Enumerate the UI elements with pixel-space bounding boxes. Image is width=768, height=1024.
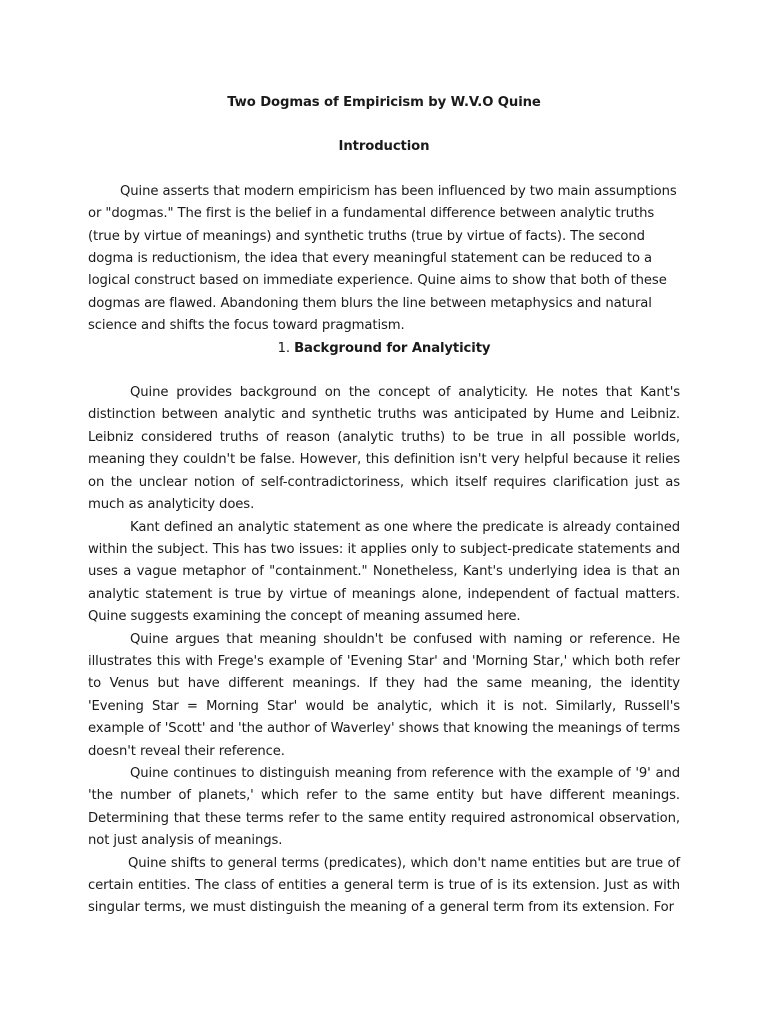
paragraph-meaning-reference: Quine argues that meaning shouldn't be confused with naming or reference. He illustrates this with Frege's example of 'Evening Star' and 'Morning Star,' which both refer to Venus but have different meanings. If they had the same meaning, the identity 'Evening Star = Morning Star' would be analytic, which it is not. Similarly, Russell's example of 'Scott' and 'the author of Waverley' shows that knowing the meanings of terms doesn't reveal their reference. (88, 631, 680, 759)
section-label: Background for Analyticity (294, 340, 491, 356)
paragraph-kant: Kant defined an analytic statement as one where the predicate is already contained within the subject. This has two issues: it applies only to subject-predicate statements and uses a vague metaphor of "containment." Nonetheless, Kant's underlying idea is that an analytic statement is true by virtue of meanings alone, independent of factual matters. Quine suggests examining the concept of meaning assumed here. (88, 519, 680, 625)
section-heading-background (88, 338, 680, 360)
document-title: Two Dogmas of Empiricism by W.V.O Quine (227, 95, 541, 110)
paragraph-background: Quine provides background on the concept of analyticity. He notes that Kant's distinction between analytic and synthetic truths was anticipated by Hume and Leibniz. Leibniz considered truths of reason (analytic truths) to be true in all possible worlds, meaning they couldn't be false. However, this definition isn't very helpful because it relies on the unclear notion of self-contradictoriness, which itself requires clarification just as much as analyticity does. (88, 385, 680, 513)
introduction-heading: Introduction (338, 139, 430, 155)
intro-paragraph: Quine asserts that modern empiricism has been influenced by two main assumptions or "dogmas." The first is the belief in a fundamental difference between analytic truths (true by virtue of meanings) and synthetic truths (true by virtue of facts). The second dogma is reductionism, the idea that every meaningful statement can be reduced to a logical construct based on immediate experience. Quine aims to show that both of these dogmas are flawed. Abandoning them blurs the line between metaphysics and natural science and shifts the focus toward pragmatism. (88, 183, 677, 334)
section-number: 1. (277, 340, 290, 356)
document-page (88, 92, 680, 920)
paragraph-nine-planets: Quine continues to distinguish meaning from reference with the example of '9' and 'the number of planets,' which refer to the same entity but have different meanings. Determining that these terms refer to the same entity required astronomical observation, not just analysis of meanings. (88, 765, 680, 849)
paragraph-general-terms: Quine shifts to general terms (predicates), which don't name entities but are true of certain entities. The class of entities a general term is true of is its extension. Just as with singular terms, we must distinguish the meaning of a general term from its extension. For (88, 855, 680, 916)
